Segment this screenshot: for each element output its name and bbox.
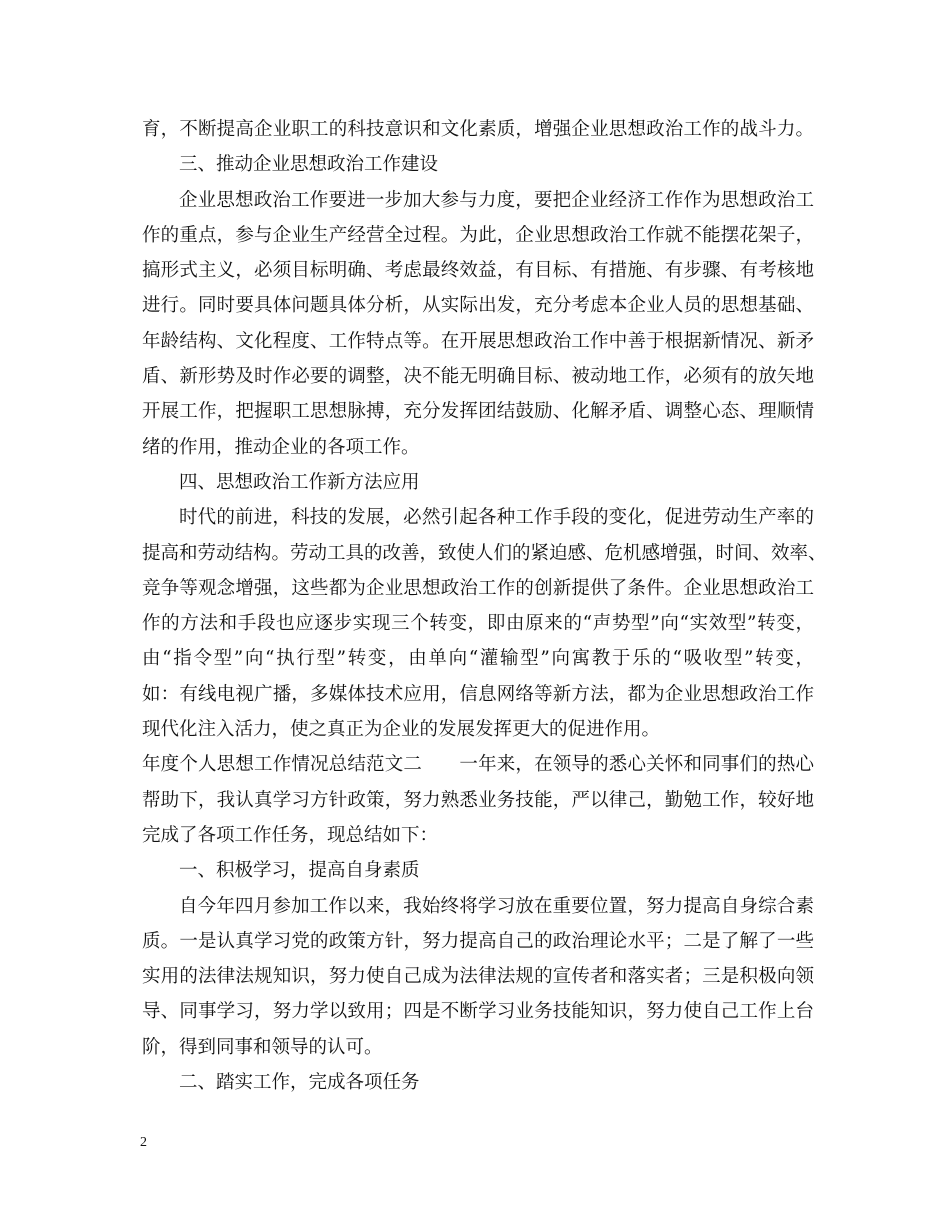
document-body: [142, 112, 827, 1100]
body-line: 盾、新形势及时作必要的调整，决不能无明确目标、被动地工作，必须有的放矢地: [142, 366, 814, 388]
body-line: 现代化注入活力，使之真正为企业的发展发挥更大的促进作用。: [142, 719, 661, 741]
body-line: 提高和劳动结构。劳动工具的改善，致使人们的紧迫感、危机感增强，时间、效率、: [142, 542, 827, 564]
body-line: 阶，得到同事和领导的认可。: [142, 1036, 383, 1058]
body-line: 搞形式主义，必须目标明确、考虑最终效益，有目标、有措施、有步骤、有考核地: [142, 260, 814, 282]
body-line: 企业思想政治工作要进一步加大参与力度，要把企业经济工作作为思想政治工: [179, 189, 814, 211]
section-heading: 一、积极学习，提高自身素质: [179, 860, 420, 882]
section-heading: 三、推动企业思想政治工作建设: [179, 154, 439, 176]
section-heading: 二、踏实工作，完成各项任务: [179, 1072, 420, 1094]
body-line: 作的方法和手段也应逐步实现三个转变，即由原来的“声势型”向“实效型”转变，: [142, 613, 814, 635]
body-line: 作的重点，参与企业生产经营全过程。为此，企业思想政治工作就不能摆花架子，: [142, 224, 814, 246]
body-line: 质。一是认真学习党的政策方针，努力提高自己的政治理论水平；二是了解了一些: [142, 930, 814, 952]
body-line: 如：有线电视广播，多媒体技术应用，信息网络等新方法，都为企业思想政治工作: [142, 683, 814, 705]
body-line: 由“指令型”向“执行型”转变，由单向“灌输型”向寓教于乐的“吸收型”转变，: [142, 648, 814, 670]
body-line: 自今年四月参加工作以来，我始终将学习放在重要位置，努力提高自身综合素: [179, 895, 814, 917]
body-line: 完成了各项工作任务，现总结如下：: [142, 824, 439, 846]
article-title-line: 年度个人思想工作情况总结范文二 一年来，在领导的悉心关怀和同事们的热心: [142, 754, 814, 776]
body-line: 竞争等观念增强，这些都为企业思想政治工作的创新提供了条件。企业思想政治工: [142, 577, 814, 599]
body-line: 进行。同时要具体问题具体分析，从实际出发，充分考虑本企业人员的思想基础、: [142, 295, 814, 317]
body-line: 绪的作用，推动企业的各项工作。: [142, 436, 420, 458]
body-line: 育，不断提高企业职工的科技意识和文化素质，增强企业思想政治工作的战斗力。: [142, 119, 814, 140]
body-line: 开展工作，把握职工思想脉搏，充分发挥团结鼓励、化解矛盾、调整心态、理顺情: [142, 401, 814, 423]
body-line: 导、同事学习，努力学以致用；四是不断学习业务技能知识，努力使自己工作上台: [142, 1001, 814, 1023]
body-line: 时代的前进，科技的发展，必然引起各种工作手段的变化，促进劳动生产率的: [179, 507, 814, 529]
body-line: 实用的法律法规知识，努力使自己成为法律法规的宣传者和落实者；三是积极向领: [142, 966, 814, 988]
body-line: 帮助下，我认真学习方针政策，努力熟悉业务技能，严以律己，勤勉工作，较好地: [142, 789, 814, 811]
section-heading: 四、思想政治工作新方法应用: [179, 471, 420, 493]
body-line: 年龄结构、文化程度、工作特点等。在开展思想政治工作中善于根据新情况、新矛: [142, 330, 814, 352]
page-number: 2: [140, 1135, 147, 1150]
